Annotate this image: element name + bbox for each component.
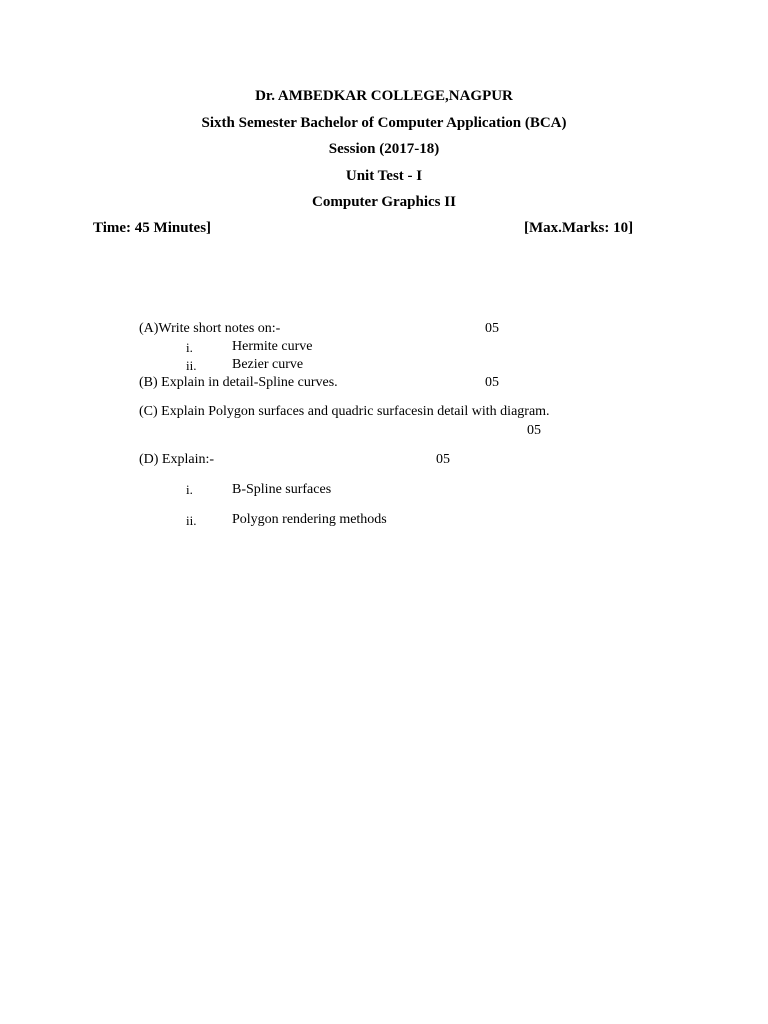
question-d-marks: 05 — [436, 452, 450, 467]
question-d: (D) Explain:- — [139, 452, 215, 467]
question-b-marks: 05 — [485, 375, 499, 390]
question-c-marks: 05 — [527, 423, 541, 438]
test-title: Unit Test - I — [345, 168, 423, 184]
question-a-item-2-num: ii. — [186, 358, 197, 373]
question-c: (C) Explain Polygon surfaces and quadric surfacesin detail with diagram. — [139, 404, 550, 419]
session: Session (2017-18) — [328, 141, 440, 157]
college-name: Dr. AMBEDKAR COLLEGE,NAGPUR — [255, 88, 513, 104]
question-d-item-2-num: ii. — [186, 513, 197, 528]
question-a-marks: 05 — [485, 321, 499, 336]
question-d-item-2: Polygon rendering methods — [232, 512, 387, 527]
program-title: Sixth Semester Bachelor of Computer Application (BCA) — [201, 115, 567, 131]
question-a-item-1-num: i. — [186, 340, 193, 355]
subject-title: Computer Graphics II — [312, 194, 456, 210]
question-a-item-1: Hermite curve — [232, 339, 313, 354]
time-allowed: Time: 45 Minutes] — [93, 220, 212, 236]
question-b: (B) Explain in detail-Spline curves. — [139, 375, 338, 390]
question-a-item-2: Bezier curve — [232, 357, 304, 372]
question-a: (A)Write short notes on:- — [139, 321, 281, 336]
question-d-item-1-num: i. — [186, 482, 193, 497]
max-marks: [Max.Marks: 10] — [524, 220, 634, 236]
question-d-item-1: B-Spline surfaces — [232, 482, 332, 497]
